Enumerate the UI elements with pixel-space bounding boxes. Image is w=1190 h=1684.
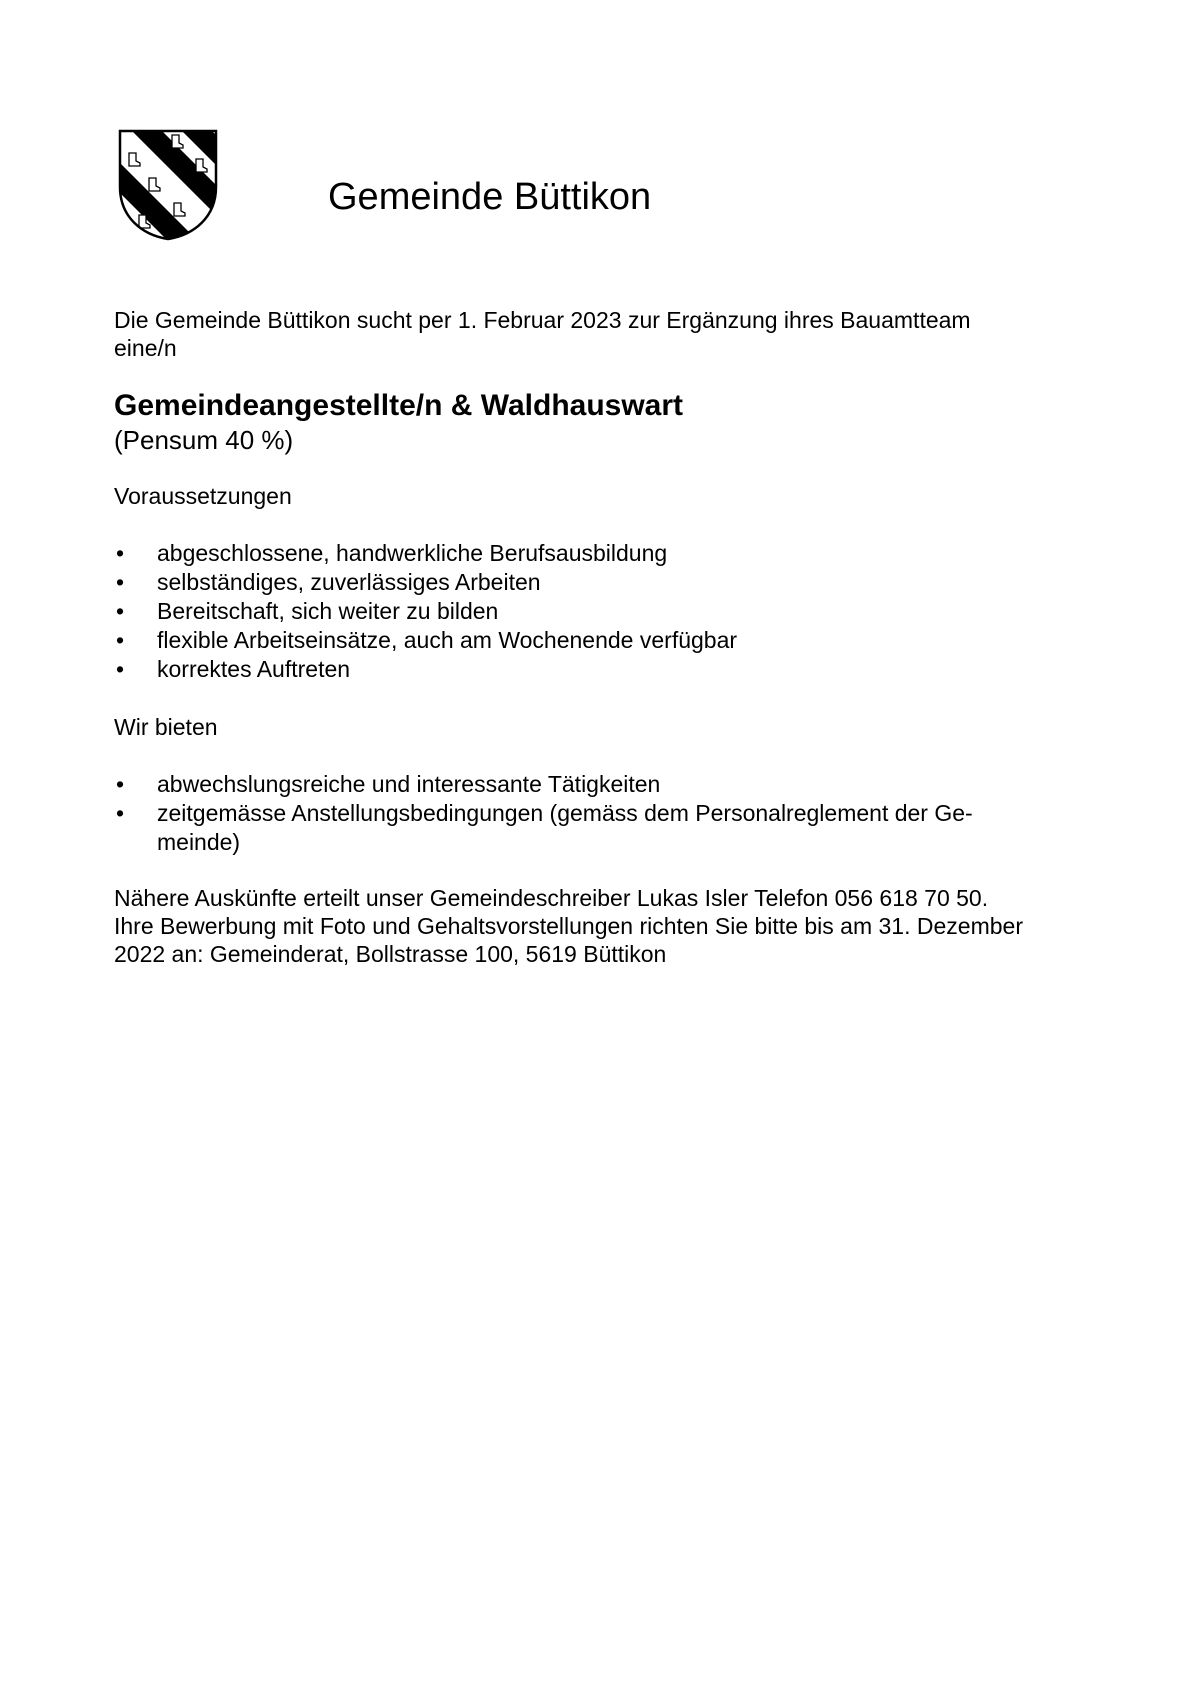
requirements-heading: Voraussetzungen: [114, 483, 292, 509]
contact-line-3: 2022 an: Gemeinderat, Bollstrasse 100, 5619 Büttikon: [114, 941, 667, 967]
requirements-list: [114, 539, 1094, 684]
list-item-text: selbständiges, zuverlässiges Arbeiten: [157, 569, 541, 595]
list-item: [114, 799, 1094, 857]
intro-line-2: eine/n: [114, 335, 177, 361]
list-item-text: korrektes Auftreten: [157, 656, 351, 682]
bullet-icon: •: [116, 569, 125, 595]
list-item-text-continued: meinde): [157, 829, 241, 855]
offer-heading: Wir bieten: [114, 714, 218, 740]
list-item-text: abwechslungsreiche und interessante Tätigkeiten: [157, 771, 661, 797]
list-item-text: abgeschlossene, handwerkliche Berufsausbildung: [157, 540, 668, 566]
list-item: [114, 626, 1094, 655]
bullet-icon: •: [116, 598, 125, 624]
job-title: Gemeindeangestellte/n & Waldhauswart: [114, 389, 684, 422]
offer-list: [114, 770, 1094, 857]
list-item: [114, 655, 1094, 684]
list-item: [114, 539, 1094, 568]
contact-line-2: Ihre Bewerbung mit Foto und Gehaltsvorstellungen richten Sie bitte bis am 31. Dezember: [114, 913, 1023, 939]
intro-line-1: Die Gemeinde Büttikon sucht per 1. Februar 2023 zur Ergänzung ihres Bauamtteam: [114, 307, 971, 333]
bullet-icon: •: [116, 627, 125, 653]
list-item: [114, 597, 1094, 626]
job-workload: (Pensum 40 %): [114, 425, 294, 455]
bullet-icon: •: [116, 656, 125, 682]
intro-paragraph: [114, 306, 1094, 362]
municipality-name: Gemeinde Büttikon: [328, 176, 652, 218]
contact-line-1: Nähere Auskünfte erteilt unser Gemeindeschreiber Lukas Isler Telefon 056 618 70 50.: [114, 885, 989, 911]
bullet-icon: •: [116, 800, 125, 826]
bullet-icon: •: [116, 540, 125, 566]
job-advertisement: [114, 306, 1094, 968]
list-item-text: flexible Arbeitseinsätze, auch am Wochenende verfügbar: [157, 627, 738, 653]
coat-of-arms-icon: [118, 129, 218, 241]
bullet-icon: •: [116, 771, 125, 797]
contact-paragraph: [114, 884, 1094, 968]
list-item: [114, 568, 1094, 597]
list-item-text: Bereitschaft, sich weiter zu bilden: [157, 598, 499, 624]
list-item-text: zeitgemässe Anstellungsbedingungen (gemäss dem Personalreglement der Ge-: [157, 800, 973, 826]
list-item: [114, 770, 1094, 799]
